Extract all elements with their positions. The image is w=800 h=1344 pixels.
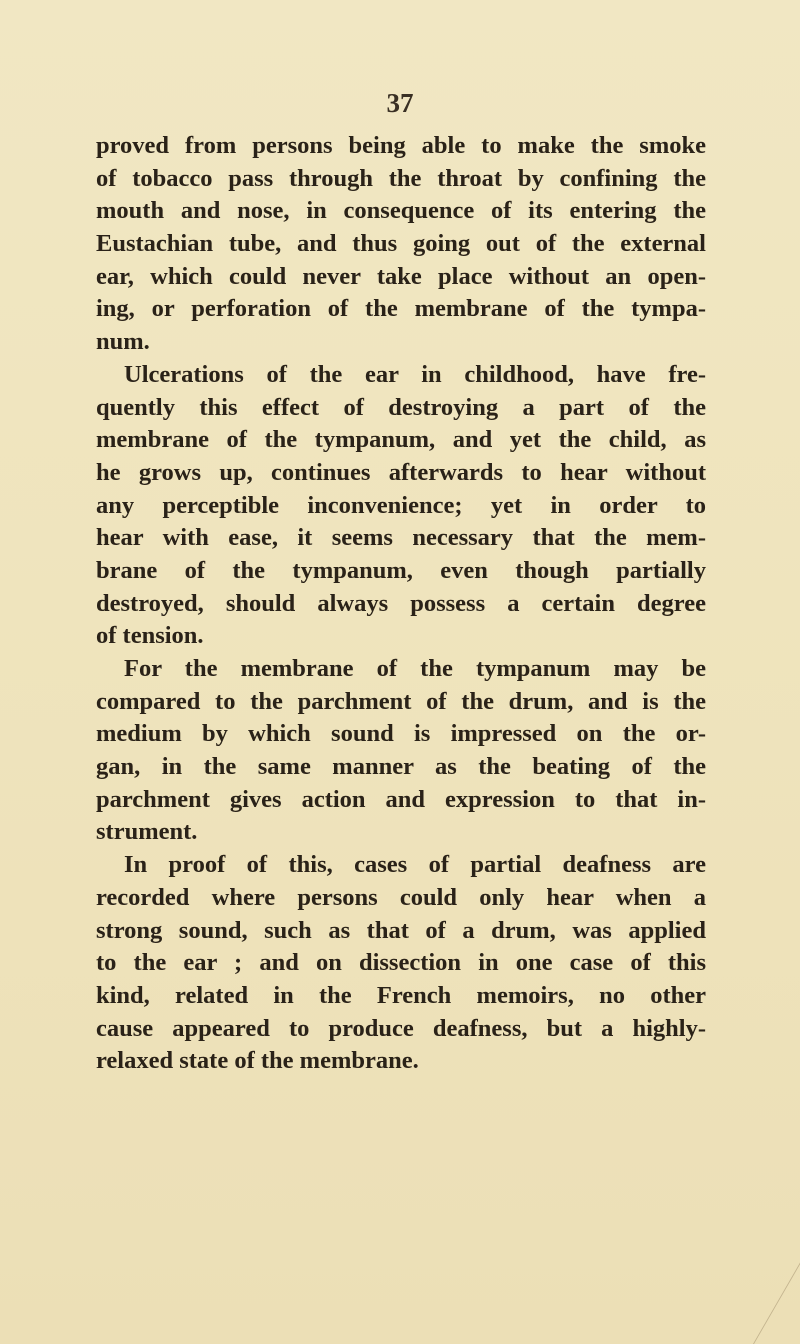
page-number: 37 xyxy=(386,88,414,118)
text-line: hear with ease, it seems necessary that the mem- xyxy=(96,524,706,552)
text-line: he grows up, continues afterwards to hear without xyxy=(96,458,706,486)
body-text xyxy=(96,130,706,1078)
text-line: num. xyxy=(96,328,150,356)
text-line: recorded where persons could only hear when a xyxy=(96,883,706,911)
text-line: ing, or perforation of the membrane of the tympa- xyxy=(96,295,706,323)
text-line: cause appeared to produce deafness, but a highly- xyxy=(96,1014,706,1042)
page-edge-mark xyxy=(753,1254,800,1344)
text-line: to the ear ; and on dissection in one case of this xyxy=(96,949,706,977)
text-line: relaxed state of the membrane. xyxy=(96,1047,419,1075)
text-line: destroyed, should always possess a certain degree xyxy=(96,589,706,617)
text-line: proved from persons being able to make the smoke xyxy=(96,132,706,159)
text-line: kind, related in the French memoirs, no other xyxy=(96,981,706,1009)
text-line: brane of the tympanum, even though partially xyxy=(96,556,706,584)
text-line: gan, in the same manner as the beating of the xyxy=(96,753,706,781)
text-line: membrane of the tympanum, and yet the child, as xyxy=(96,426,706,454)
text-line: Eustachian tube, and thus going out of the external xyxy=(96,230,706,258)
text-line: quently this effect of destroying a part of the xyxy=(96,393,706,421)
text-line: compared to the parchment of the drum, and is the xyxy=(96,687,706,715)
text-line: parchment gives action and expression to that in- xyxy=(96,785,706,813)
text-line: mouth and nose, in consequence of its entering the xyxy=(96,197,706,225)
text-line: of tension. xyxy=(96,622,204,650)
text-line: strong sound, such as that of a drum, was applied xyxy=(96,916,706,944)
text-line: of tobacco pass through the throat by confining the xyxy=(96,164,706,192)
paragraph-start-line: In proof of this, cases of partial deafness are xyxy=(124,851,706,879)
paragraph-start-line: Ulcerations of the ear in childhood, have fre- xyxy=(124,360,706,388)
text-line: strument. xyxy=(96,818,198,846)
text-line: medium by which sound is impressed on the or- xyxy=(96,720,706,748)
text-line: any perceptible inconvenience; yet in order to xyxy=(96,491,706,519)
text-line: ear, which could never take place without an open- xyxy=(96,262,706,290)
paragraph-start-line: For the membrane of the tympanum may be xyxy=(124,655,706,682)
